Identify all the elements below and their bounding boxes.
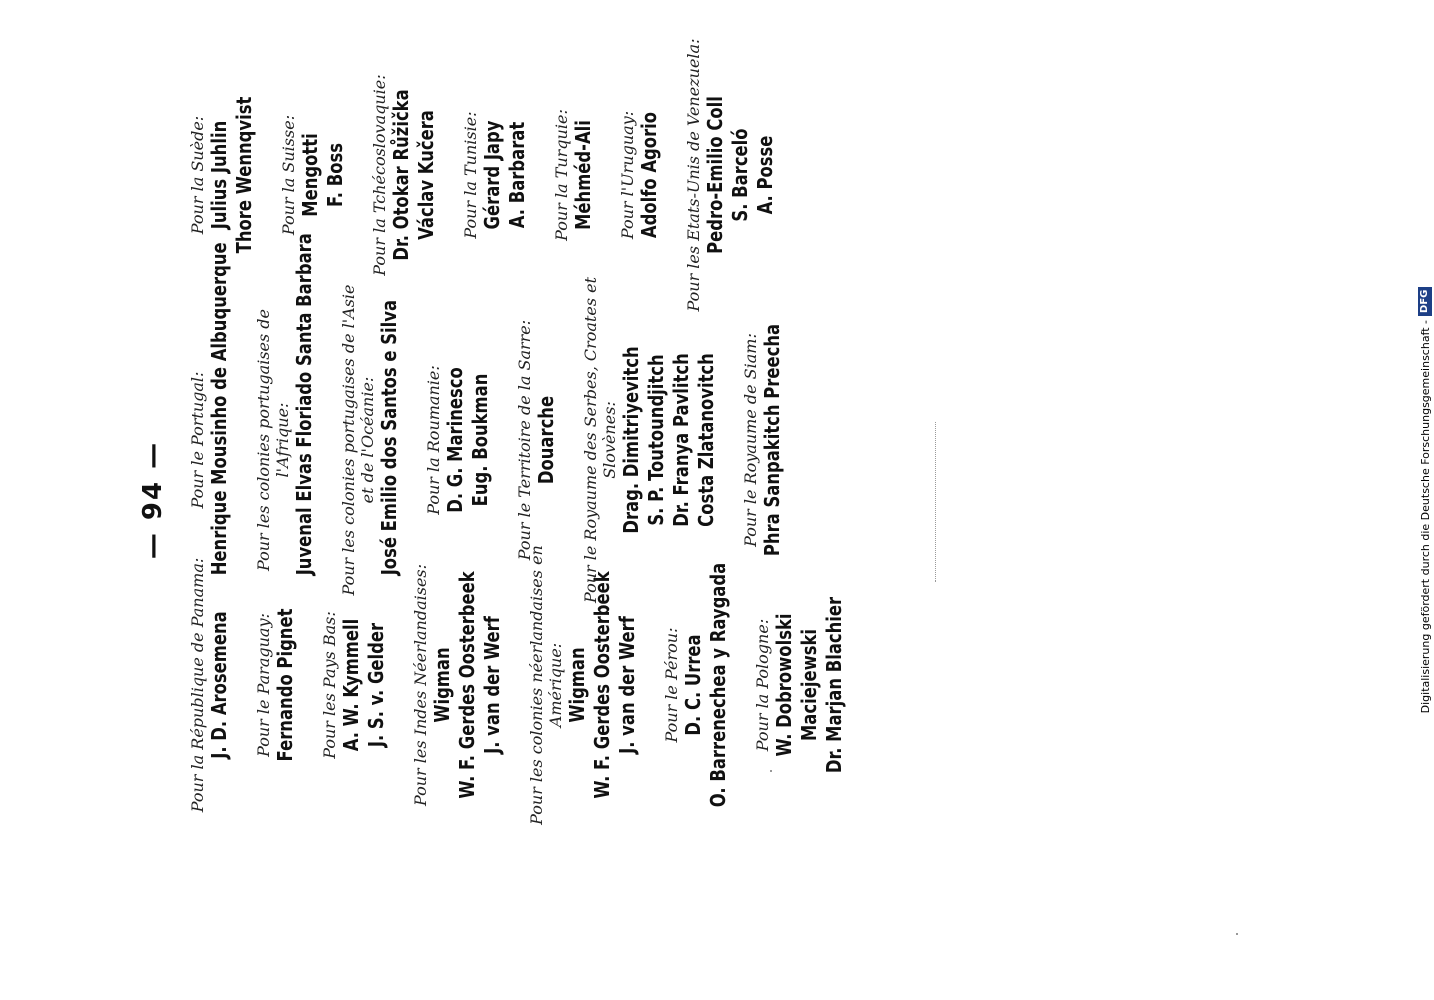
signatory-name: W. Dobrowolski <box>772 613 796 757</box>
page-number: — 94 — <box>138 440 168 560</box>
signatory-name: Dr. Franya Pavlitch <box>669 353 693 527</box>
signatory-name: O. Barrenechea y Raygada <box>706 562 730 808</box>
country-heading: Pour l'Uruguay: <box>618 110 637 240</box>
signatory-name: J. van der Werf <box>615 616 639 754</box>
signatory-name: A. Barbarat <box>505 121 529 229</box>
signatory-name: Dr. Marjan Blachier <box>822 596 846 774</box>
signatory-entry <box>684 10 778 340</box>
country-heading: Pour le Royaume de Siam: <box>741 333 760 547</box>
signatory-entry <box>552 10 596 340</box>
country-heading: Pour le Territoire de la Sarre: <box>515 319 534 561</box>
signatory-name: Juvenal Elvas Floriado Santa Barbara <box>292 233 316 576</box>
signatory-name: J. van der Werf <box>480 616 504 754</box>
signatory-name: Dr. Otokar Růžička <box>389 89 413 261</box>
signatory-name: José Emilio dos Santos e Silva <box>377 299 401 576</box>
signatory-name: Wigman <box>430 647 454 723</box>
signatory-name: A. W. Kymmell <box>339 618 363 752</box>
signatory-name: Adolfo Agorio <box>637 111 661 239</box>
credit-text: Digitalisierung gefördert durch die Deutsche Forschungsgemeinschaft - <box>1418 319 1432 714</box>
signatory-name: Douarche <box>534 395 558 485</box>
country-heading: Pour les Etats-Unis de Venezuela: <box>684 38 703 312</box>
country-heading: Pour la Tunisie: <box>461 111 480 239</box>
digitization-credit <box>1418 0 1432 1000</box>
signatory-name: Thore Wennqvist <box>232 96 256 254</box>
country-heading: Pour la Suède: <box>188 115 207 235</box>
country-heading: Pour le Royaume des Serbes, Croates et Slovènes: <box>581 276 619 604</box>
signatory-name: Wigman <box>565 647 589 723</box>
dfg-logo: DFG <box>1418 287 1432 316</box>
country-heading: Pour les colonies portugaises de l'Afrique: <box>254 308 292 572</box>
signatory-entry <box>461 10 530 340</box>
signatory-entry <box>370 10 439 340</box>
signatory-name: Maciejewski <box>797 628 821 742</box>
signatory-name: J. D. Arosemena <box>207 611 231 759</box>
signature-column-3 <box>188 10 800 340</box>
country-heading: Pour les colonies néerlandaises en Amérique: <box>527 545 565 825</box>
country-heading: Pour la Roumanie: <box>424 365 443 515</box>
country-heading: Pour les Pays Bas: <box>320 611 339 759</box>
signatory-name: Drag. Dimitriyevitch <box>619 346 643 534</box>
signatory-name: F. Boss <box>323 142 347 208</box>
signatory-name: Mengotti <box>298 133 322 217</box>
signatory-name: Eug. Boukman <box>468 373 492 507</box>
country-heading: Pour le Pérou: <box>662 627 681 743</box>
end-rule <box>935 422 936 582</box>
signatory-name: Costa Zlatanovitch <box>694 353 718 527</box>
country-heading: Pour la Tchécoslovaquie: <box>370 74 389 276</box>
signatory-name: D. C. Urrea <box>681 634 705 736</box>
country-heading: Pour la République de Panama: <box>188 557 207 813</box>
signatory-name: Phra Sanpakitch Preecha <box>760 323 784 557</box>
signatory-name: W. F. Gerdes Oosterbeek <box>590 571 614 799</box>
signatory-name: Méhméd-Ali <box>571 120 595 230</box>
country-heading: Pour la Turquie: <box>552 109 571 241</box>
signatory-name: A. Posse <box>753 135 777 215</box>
country-heading: Pour la Suisse: <box>279 114 298 236</box>
country-heading: Pour les Indes Néerlandaises: <box>411 563 430 807</box>
country-heading: Pour la Pologne: <box>753 618 772 752</box>
signatory-name: Pedro-Emilio Coll <box>703 96 727 254</box>
scan-speck <box>1236 933 1238 935</box>
signatory-entry <box>188 10 257 340</box>
signatory-name: S. P. Toutoundjitch <box>644 354 668 526</box>
signatory-entry <box>279 10 348 340</box>
signatory-name: Gérard Japy <box>480 120 504 230</box>
signatory-name: Julius Juhlin <box>207 120 231 230</box>
signatory-name: Václav Kučera <box>414 110 438 240</box>
signatory-name: W. F. Gerdes Oosterbeek <box>455 571 479 799</box>
country-heading: Pour le Paraguay: <box>254 613 273 757</box>
signatory-name: S. Barceló <box>728 128 752 222</box>
country-heading: Pour les colonies portugaises de l'Asie et de l'Océanie: <box>339 284 377 596</box>
signatory-name: D. G. Marinesco <box>443 367 467 513</box>
country-heading: Pour le Portugal: <box>188 371 207 509</box>
scan-speck <box>770 770 772 772</box>
signatory-name: Fernando Pignet <box>273 608 297 762</box>
signatory-name: J. S. v. Gelder <box>364 622 388 748</box>
signatory-name: Henrique Mousinho de Albuquerque <box>207 242 231 576</box>
signatory-entry <box>618 10 662 340</box>
